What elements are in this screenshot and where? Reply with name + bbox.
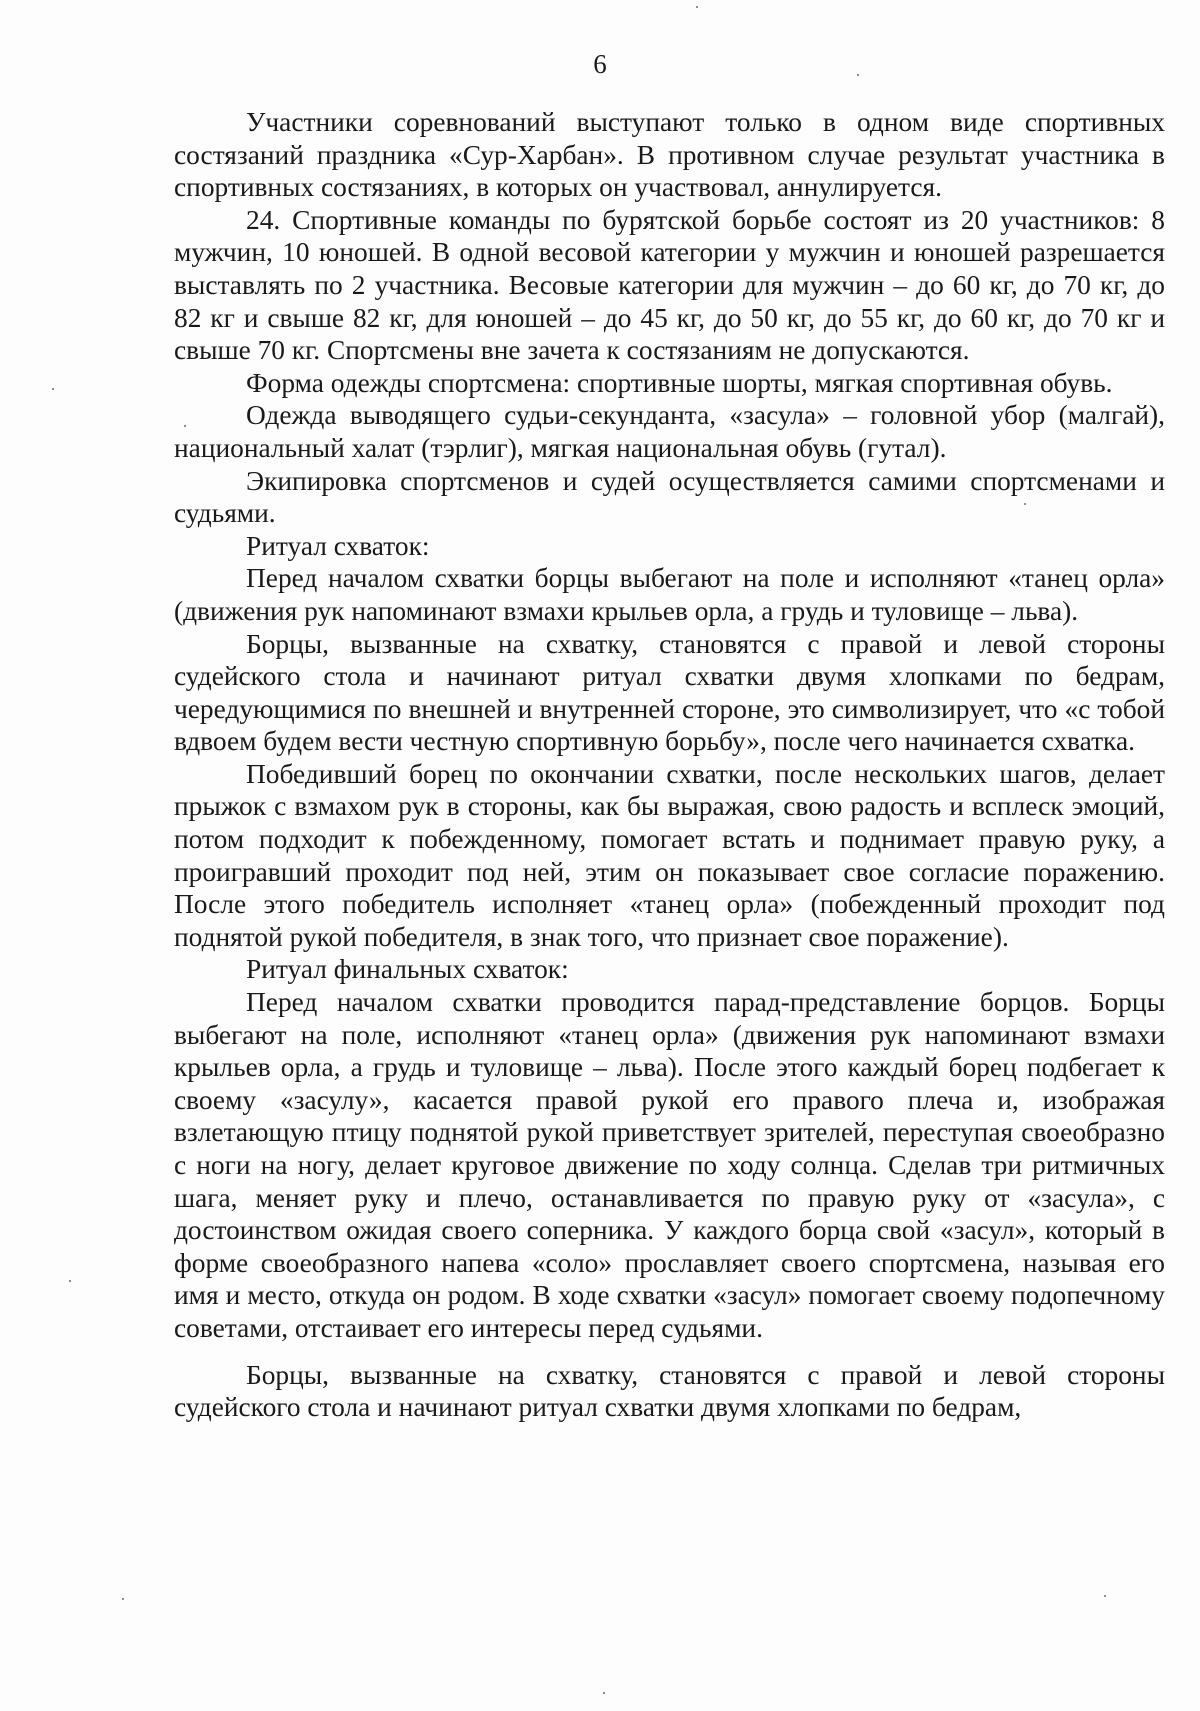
paragraph-final-parade: Перед началом схватки проводится парад-представление борцов. Борцы выбегают на поле, исполняют «танец орла» (движения рук напоминают взмахи крыльев орла, а грудь и туловище – льва). После этого каждый борец подбегает к своему «засулу», касается правой рукой его правого плеча и, изображая взлетающую птицу поднятой рукой приветствует зрителей, переступая своеобразно с ноги на ногу, делает круговое движение по ходу солнца. Сделав три ритмичных шага, меняет руку и плечо, останавливается по правую руку от «засула», с достоинством ожидая своего соперника. У каждого борца свой «засул», который в форме своеобразного напева «соло» прославляет своего спортсмена, называя его имя и место, откуда он родом. В ходе схватки «засул» помогает своему подопечному советами, отстаивает его интересы перед судьями. — [174, 987, 1165, 1343]
paragraph-bout-start-ritual-repeat: Борцы, вызванные на схватку, становятся с правой и левой стороны судейского стола и начинают ритуал схватки двумя хлопками по бедрам, — [174, 1359, 1165, 1423]
scan-speck — [696, 6, 698, 8]
scan-speck — [857, 74, 859, 76]
paragraph-equipment: Экипировка спортсменов и судей осуществляется самими спортсменами и судьями. — [174, 465, 1165, 529]
document-body — [174, 106, 1165, 1424]
scan-speck — [122, 1598, 124, 1600]
scan-speck — [1024, 503, 1026, 505]
heading-bout-ritual: Ритуал схваток: — [246, 530, 430, 561]
heading-final-bout-ritual: Ритуал финальных схваток: — [246, 954, 569, 985]
page-number: 6 — [593, 49, 607, 79]
paragraph-athlete-clothing: Форма одежды спортсмена: спортивные шорты, мягкая спортивная обувь. — [246, 367, 1113, 398]
paragraph-winner-ritual: Победивший борец по окончании схватки, после нескольких шагов, делает прыжок с взмахом рук в стороны, как бы выражая, свою радость и всплеск эмоций, потом подходит к побежденному, помогает встать и поднимает правую руку, а проигравший проходит под ней, этим он показывает свое согласие поражению. После этого победитель исполняет «танец орла» (побежденный проходит под поднятой рукой победителя, в знак того, что признает свое поражение). — [174, 758, 1165, 952]
scan-speck — [184, 425, 186, 427]
scan-speck — [69, 1280, 71, 1282]
scan-speck — [603, 1692, 605, 1694]
scan-speck — [52, 388, 54, 390]
paragraph-eagle-dance: Перед началом схватки борцы выбегают на поле и исполняют «танец орла» (движения рук напоминают взмахи крыльев орла, а грудь и туловище – льва). — [174, 563, 1165, 626]
paragraph-team-composition: 24. Спортивные команды по бурятской борьбе состоят из 20 участников: 8 мужчин, 10 юношей. В одной весовой категории у мужчин и юношей разрешается выставлять по 2 участника. Весовые категории для мужчин – до 60 кг, до 70 кг, до 82 кг и свыше 82 кг, для юношей – до 45 кг, до 50 кг, до 55 кг, до 60 кг, до 70 кг и свыше 70 кг. Спортсмены вне зачета к состязаниям не допускаются. — [174, 204, 1165, 366]
paragraph-bout-start-ritual: Борцы, вызванные на схватку, становятся с правой и левой стороны судейского стола и начинают ритуал схватки двумя хлопками по бедрам, чередующимися по внешней и внутренней стороне, это символизирует, что «с тобой вдвоем будем вести честную спортивную борьбу», после чего начинается схватка. — [174, 628, 1165, 757]
scan-speck — [1104, 1595, 1106, 1597]
paragraph-participants-rule: Участники соревнований выступают только в одном виде спортивных состязаний праздника «Сур-Харбан». В противном случае результат участника в спортивных состязаниях, в которых он участвовал, аннулируется. — [174, 107, 1165, 203]
paragraph-judge-clothing: Одежда выводящего судьи-секунданта, «засула» – головной убор (малгай), национальный халат (тэрлиг), мягкая национальная обувь (гутал). — [174, 400, 1165, 463]
